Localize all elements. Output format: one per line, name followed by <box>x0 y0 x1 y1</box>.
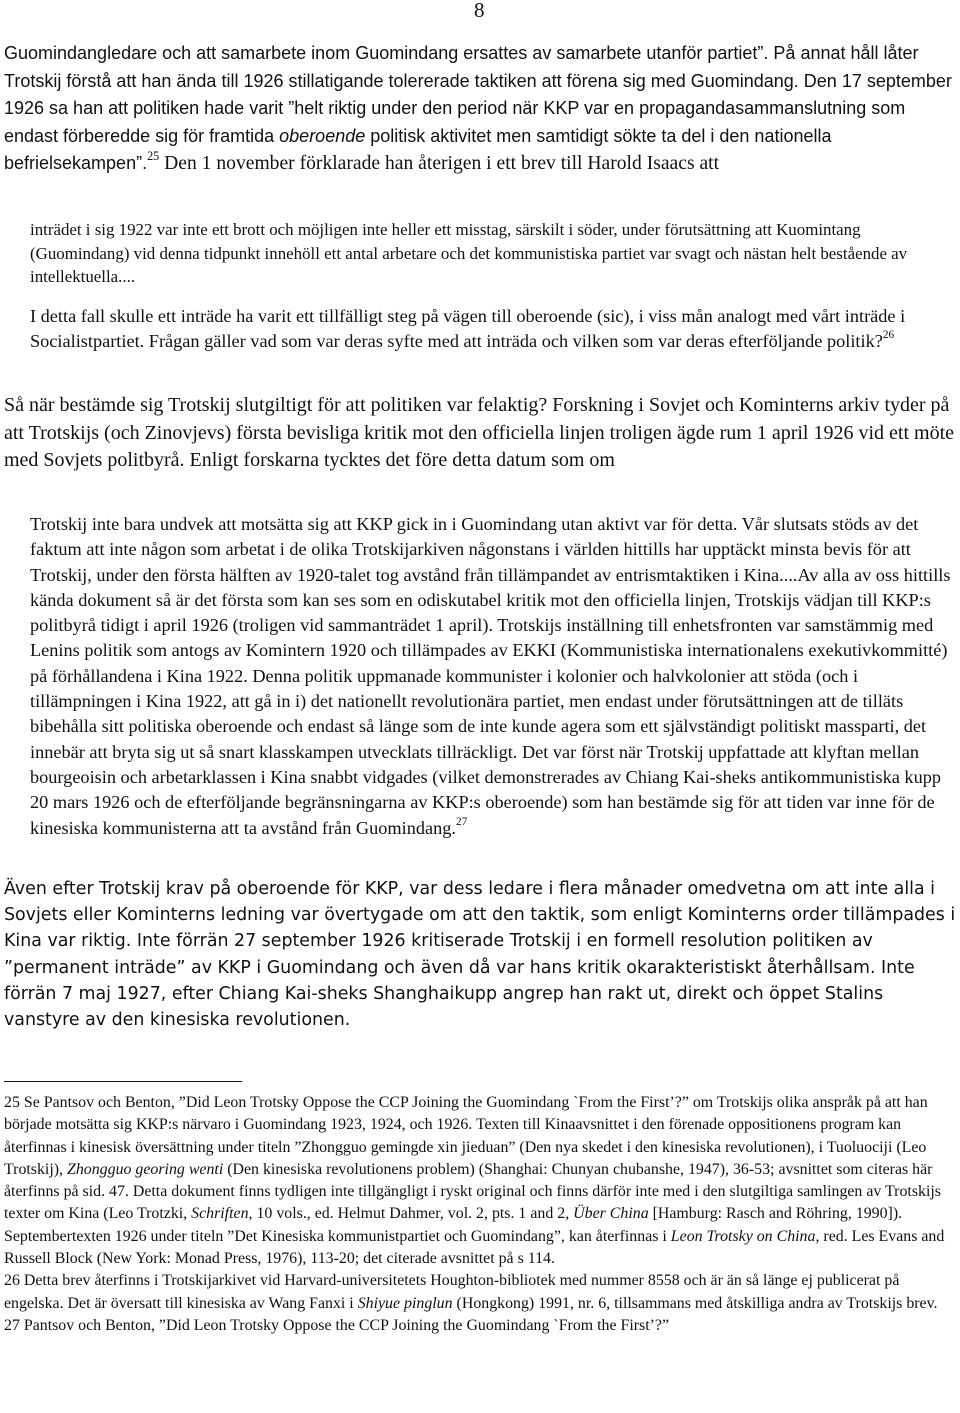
block-quote-3 <box>30 512 955 841</box>
footnote-ref-26: 26 <box>882 329 895 342</box>
footnote-26-part-b: (Hongkong) 1991, nr. 6, tillsammans med åtskilliga andra av Trotskijs brev. <box>452 1294 938 1312</box>
footnote-25-title-4: Leon Trotsky on China <box>670 1227 816 1245</box>
block-quote-2-text: I detta fall skulle ett inträde ha varit ett tillfälligt steg på vägen till oberoende (sic), i viss mån analogt med vårt inträde i Socialistpartiet. Frågan gäller vad som var deras syfte med att inträda och vilken som var deras efterföljande politik? <box>30 306 906 351</box>
paragraph-1-italic-term: oberoende <box>279 125 366 146</box>
footnote-26-title: Shiyue pinglun <box>357 1294 453 1312</box>
body-paragraph-3: Även efter Trotskij krav på oberoende för KKP, var dess ledare i flera månader omedvetna om att inte alla i Sovjets eller Kominterns ledning var övertygade om att den taktik, som enligt Kominterns order tillämpades i Kina var riktig. Inte förrän 27 september 1926 kritiserade Trotskij i en formell resolution politiken av ”permanent inträde” av KKP i Guomindang och även då var hans kritik okarakteristiskt återhållsam. Inte förrän 7 maj 1927, efter Chiang Kai-sheks Shanghaikupp angrep han rakt ut, direkt och öppet Stalins vanstyre av den kinesiska revolutionen. <box>4 879 956 1031</box>
footnote-25-title-3: Über China <box>573 1205 649 1223</box>
footnote-25-title-2: Schriften <box>191 1205 249 1223</box>
footnote-separator <box>4 1081 242 1082</box>
body-paragraph-1 <box>4 40 959 178</box>
block-quote-1: inträdet i sig 1922 var inte ett brott och möjligen inte heller ett misstag, särskilt i söder, under förutsättning att Kuomintang (Guomindang) vid denna tidpunkt innehöll ett antal arbetare och det kommunistiska partiet var svagt och nästan helt bestående av intellektuella.... <box>30 220 908 286</box>
body-paragraph-2: Så när bestämde sig Trotskij slutgiltigt för att politiken var felaktig? Forskning i Sovjet och Kominterns arkiv tyder på att Trotskijs (och Zinovjevs) första bevisliga kritik mot den officiella linjen troligen ägde rum 1 april 1926 vid ett möte med Sovjets politbyrå. Enligt forskarna tycktes det före detta datum som om <box>4 394 955 471</box>
footnote-ref-27: 27 <box>455 815 468 828</box>
footnote-27: 27 Pantsov och Benton, ”Did Leon Trotsky Oppose the CCP Joining the Guomindang `From the First’?” <box>4 1316 670 1334</box>
block-quote-3-text: Trotskij inte bara undvek att motsätta sig att KKP gick in i Guomindang utan aktivt var för detta. Vår slutsats stöds av det faktum att inte någon som arbetat i de olika Trotskijarkiven någonstans i världen hittills har upptäckt minsta bevis för att Trotskij, under den första hälften av 1920-talet tog avstånd från tillämpandet av entrismtaktiken i Kina....Av alla av oss hittills kända dokument så är det första som kan ses som en odiskutabel kritik mot den officiella linjen, Trotskijs vädjan till KKP:s politbyrå tidigt i april 1926 (troligen vid sammanträdet 1 april). Trotskijs inställning till enhetsfronten var samstämmig med Lenins politik som antogs av Komintern 1920 och tillämpades av EKKI (Kommunistiska internationalens exekutivkommitté) på förhållandena i Kina 1922. Denna politik uppmanade kommunister i kolonier och halvkolonier att stöda (och i tillämpningen i Kina 1922, att gå in i) det nationellt revolutionära partiet, men endast under förutsättningen att de tilläts bibehålla sitt politiska oberoende och endast så länge som de inte kunde agera som ett självständigt politiskt massparti, det innebär att bryta sig ut så snart klasskampen utvecklats tillräckligt. Det var först när Trotskij uppfattade att klyftan mellan bourgeoisin och arbetarklassen i Kina snabbt vidgades (vilket demonstrerades av Chiang Kai-sheks antikommunistiska kupp 20 mars 1926 och de efterföljande begränsningarna av KKP:s oberoende) som han bestämde sig för att tiden var inne för de kinesiska kommunisterna att ta avstånd från Guomindang. <box>30 514 951 838</box>
footnote-25-part-b: (Den kinesiska revolutionens problem) (Shanghai: Chunyan chubanshe, 1947), 36-53; avsnittet som citeras här återfinns på sid. 47. Detta dokument finns tydligen inte tillgängligt i ryskt original och finns därför inte med i den slutgiltiga samlingen av Trotskijs texter om Kina (Leo Trotzki, <box>4 1160 941 1223</box>
paragraph-1-part-b: Den 17 september 1926 sa han att politiken hade varit ”helt riktig under den period när KKP var en propagandasammanslutning som endast förberedde sig för framtida <box>4 70 952 146</box>
page-number: 8 <box>474 0 485 22</box>
footnote-25-part-e: , red. Les Evans and Russell Block (New York: Monad Press, 1976), 113-20; det citerade avsnittet på s 114. <box>4 1227 945 1268</box>
footnote-25-part-a: 25 Se Pantsov och Benton, ”Did Leon Trotsky Oppose the CCP Joining the Guomindang `From the First’?” om Trotskijs olika anspråk på att han började motsätta sig KKP:s närvaro i Guomindang 1923, 1924, och 1926. Texten till Kinaavsnittet i den förenade oppositionens program kan återfinnas i kinesisk översättning under titeln ”Zhongguo gemingde xin jieduan” (Den nya skedet i den kinesiska revolutionen), i Tuoluociji (Leo Trotskij), <box>4 1094 928 1178</box>
footnote-25-part-c: , 10 vols., ed. Helmut Dahmer, vol. 2, pts. 1 and 2, <box>248 1205 574 1223</box>
paragraph-1-part-d: Den 1 november förklarade han återigen i ett brev till Harold Isaacs att <box>159 153 720 174</box>
block-quote-2 <box>30 304 955 354</box>
footnotes <box>4 1092 954 1337</box>
footnote-26 <box>4 1270 954 1315</box>
footnote-ref-25: 25 <box>147 148 160 163</box>
footnote-26-part-a: 26 Detta brev återfinns i Trotskijarkivet vid Harvard-universitetets Houghton-bibliotek med nummer 8558 och är än så länge ej publicerat på engelska. Det är översatt till kinesiska av Wang Fanxi i <box>4 1272 900 1312</box>
paragraph-1-part-a: Guomindangledare och att samarbete inom Guomindang ersattes av samarbete utanför partiet”. På annat håll låter Trotskij förstå att han ända till 1926 stillatigande tolererade taktiken att förena sig med Guomindang. <box>4 43 919 91</box>
paragraph-1-part-c: politisk aktivitet men samtidigt sökte ta del i den nationella befrielsekampen”. <box>4 125 832 173</box>
footnote-25 <box>4 1092 954 1270</box>
footnote-25-part-d: [Hamburg: Rasch and Röhring, 1990]). Septembertexten 1926 under titeln ”Det Kinesiska kommunistpartiet och Guomindang”, kan återfinnas i <box>4 1205 903 1245</box>
footnote-25-title-1: Zhongguo georing wenti <box>67 1160 224 1178</box>
